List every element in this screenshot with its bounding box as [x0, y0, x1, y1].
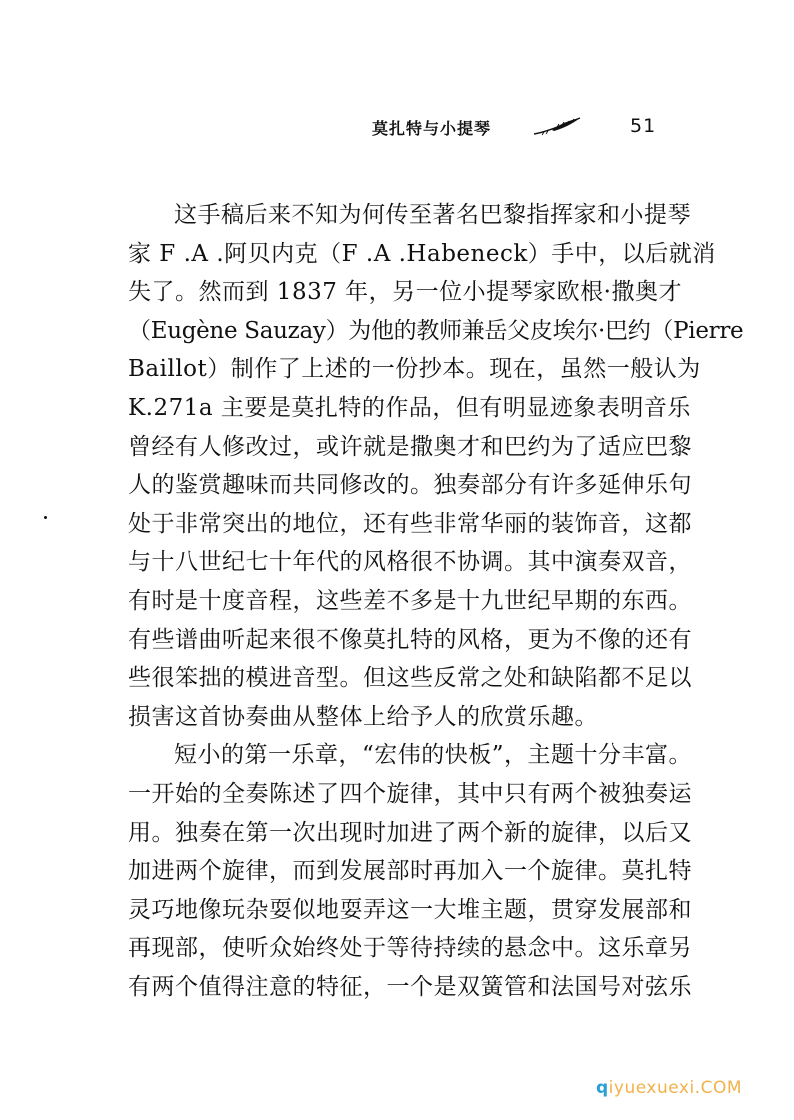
header-title: 莫扎特与小提琴 [372, 119, 492, 138]
paragraph-line: 再现部，使听众始终处于等待持续的悬念中。这乐章另 [128, 935, 692, 962]
site-watermark [596, 1078, 742, 1098]
quill-feather-icon [532, 116, 582, 138]
paragraph-line: K.271a 主要是莫扎特的作品，但有明显迹象表明音乐 [128, 394, 691, 421]
paragraph-line: 加进两个旋律，而到发展部时再加入一个旋律。莫扎特 [128, 858, 692, 885]
paragraph-line: 损害这首协奏曲从整体上给予人的欣赏乐趣。 [128, 703, 598, 730]
watermark-domain: iyuexuexi.COM [608, 1078, 742, 1098]
paragraph-line: 与十八世纪七十年代的风格很不协调。其中演奏双音， [128, 549, 692, 576]
paragraph-line: 有些谱曲听起来很不像莫扎特的风格，更为不像的还有 [128, 626, 692, 653]
paragraph-line: 处于非常突出的地位，还有些非常华丽的装饰音，这都 [128, 510, 692, 537]
paragraph-line: 曾经有人修改过，或许就是撒奥才和巴约为了适应巴黎 [128, 433, 692, 460]
margin-speck [44, 516, 47, 519]
watermark-q-letter: q [596, 1078, 609, 1098]
paragraph-line: 用。独奏在第一次出现时加进了两个新的旋律，以后又 [128, 819, 692, 846]
paragraph-line: 些很笨拙的模进音型。但这些反常之处和缺陷都不足以 [128, 665, 692, 692]
paragraph-line: （Eugène Sauzay）为他的教师兼岳父皮埃尔·巴约（Pierre [128, 317, 744, 344]
paragraph-line: 一开始的全奏陈述了四个旋律，其中只有两个被独奏运 [128, 780, 692, 807]
paragraph-line: 失了。然而到 1837 年，另一位小提琴家欧根·撒奥才 [128, 279, 682, 306]
paragraph-line: Baillot）制作了上述的一份抄本。现在，虽然一般认为 [128, 356, 701, 383]
running-header [372, 112, 672, 142]
paragraph-line: 人的鉴赏趣味而共同修改的。独奏部分有许多延伸乐句 [128, 472, 692, 499]
paragraph-line: 这手稿后来不知为何传至著名巴黎指挥家和小提琴 [174, 202, 691, 228]
page-number: 51 [630, 115, 657, 137]
body-text [128, 196, 744, 1006]
paragraph-line: 短小的第一乐章，“宏伟的快板”，主题十分丰富。 [174, 742, 693, 769]
paragraph-line: 灵巧地像玩杂耍似地耍弄这一大堆主题，贯穿发展部和 [128, 896, 692, 923]
paragraph-line: 有时是十度音程，这些差不多是十九世纪早期的东西。 [128, 587, 692, 614]
paragraph-line: 家 F .A .阿贝内克（F .A .Habeneck）手中，以后就消 [128, 240, 716, 267]
paragraph-line: 有两个值得注意的特征，一个是双簧管和法国号对弦乐 [128, 973, 692, 1000]
